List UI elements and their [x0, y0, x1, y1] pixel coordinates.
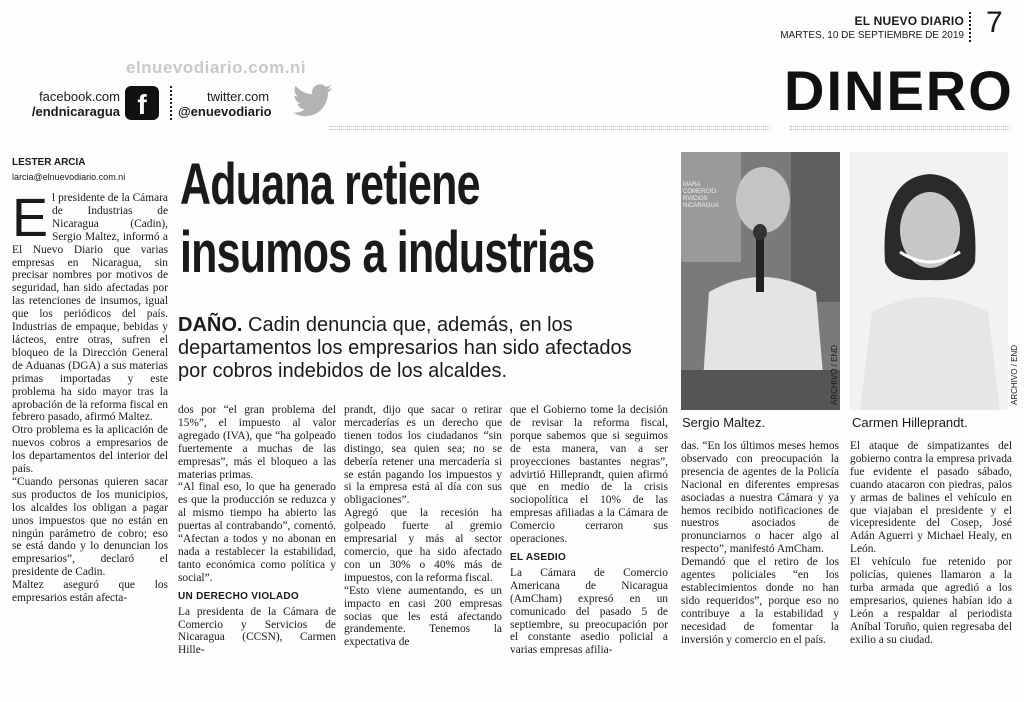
body-paragraph: El ataque de simpatizantes del gobierno contra la empresa privada fue evidente el pasado sábado, cuando atacaron con piedras, palos y armas de balines el vehículo en que viajaban el presidente y el vicepresidente del Cosep, José Adán Aguerri y Michael Healy, en León. [850, 440, 1012, 556]
author-name: LESTER ARCIA [12, 157, 86, 168]
photo-caption-right: Carmen Hilleprandt. [852, 415, 968, 430]
body-column-4 [510, 404, 668, 698]
website-url[interactable]: elnuevodiario.com.ni [126, 58, 307, 77]
twitter-handle[interactable]: @enuevodiario [178, 104, 272, 119]
headline-line-2: insumos a industrias [180, 220, 595, 285]
photo-sign-text: MARA COMERCIO RVICIOS NICARAGUA [683, 182, 719, 209]
section-title: DINERO [784, 59, 1014, 122]
photo-carmen-hilleprandt [850, 152, 1008, 410]
social-divider [170, 86, 172, 120]
body-paragraph: prandt, dijo que sacar o retirar mercaderías es un derecho que tienen todos los ciudadanos “sin distingo, sea quien sea; no se debería retener una mercadería si se están pagando los impuestos y si la empresa está al día con sus obligaciones”. [344, 404, 502, 507]
photo-sergio-maltez [681, 152, 840, 410]
paper-name: EL NUEVO DIARIO [854, 14, 964, 28]
body-column-5 [681, 440, 839, 698]
body-paragraph: La presidenta de la Cámara de Comercio y Servicios de Nicaragua (CCSN), Carmen Hille- [178, 605, 336, 657]
body-paragraph: das. “En los últimos meses hemos observado con preocupación la presencia de agentes de la Policía Nacional en diferentes empresas asociadas a nuestra Cámara y ya hemos recibido notificaciones de nuestros asociados de pronunciarnos o hacer algo al respecto”, manifestó AmCham. [681, 440, 839, 556]
body-paragraph: que el Gobierno tome la decisión de revisar la reforma fiscal, porque sabemos que si seguimos de esta manera, van a ser proyecciones bastantes negras”, advirtió Hilleprandt, quien afirmó que en medio de la crisis sociopolítica el 10% de las empresas afiliadas a la Cámara de Comercio cerraron sus operaciones. [510, 404, 668, 546]
facebook-label: facebook.com [39, 89, 120, 104]
body-paragraph: El vehículo fue retenido por policías, quienes llamaron a la turba armada que agredió a los empresarios, quienes habían ido a León a respaldar al periodista Aníbal Toruño, quien regresaba del exilio a su ciudad. [850, 556, 1012, 646]
twitter-label: twitter.com [207, 89, 270, 104]
photo-credit-left: ARCHIVO / END [830, 344, 839, 405]
body-column-3 [344, 404, 502, 698]
kicker-label: DAÑO. [178, 314, 243, 336]
body-paragraph: Demandó que el retiro de los agentes policiales “en los establecimientos donde no han sido requeridos”, porque eso no contribuye a la estabilidad y necesidad de fomentar la inversión y comercio en el país. [681, 556, 839, 646]
body-paragraph: “Esto viene aumentando, es un impacto en casi 200 empresas socias que les está afectando grandemente. Tenemos la expectativa de [344, 584, 502, 649]
facebook-handle[interactable]: /endnicaragua [31, 104, 120, 119]
body-column-1 [12, 192, 168, 698]
page-number: 7 [986, 6, 1003, 39]
drop-cap: E [12, 192, 49, 248]
photo-caption-left: Sergio Maltez. [682, 415, 766, 430]
kicker [178, 314, 666, 383]
body-paragraph: dos por “el gran problema del 15%”, el impuesto al valor agregado (IVA), que “ha golpeado fuertemente a muchas de las empresas”, más el bloqueo a las materias primas. [178, 404, 336, 481]
body-paragraph: Otro problema es la aplicación de nuevos cobros a empresarios de los departamentos del interior del país. [12, 424, 168, 476]
kicker-text: Cadin denuncia que, además, en los departamentos los empresarios han sido afectados por cobros indebidos de los alcaldes. [178, 314, 632, 382]
header-rule [330, 126, 770, 130]
facebook-icon[interactable]: f [125, 86, 159, 120]
body-paragraph: La Cámara de Comercio Americana de Nicaragua (AmCham) expresó en un comunicado del pasado 5 de septiembre, su preocupación por el constante asedio policial a varias empresas afilia- [510, 566, 668, 657]
body-paragraph: Agregó que la recesión ha golpeado fuerte al gremio empresarial y más al sector comercio, que ha sido afectado con un 30% o 40% más de impuestos, con la reforma fiscal. [344, 507, 502, 584]
body-paragraph: l presidente de la Cámara de Industrias de Nicaragua (Cadin), Sergio Maltez, informó a El Nuevo Diario que varias empresas en Nicaragua, sin precisar nombres por motivos de seguridad, han sido afectadas por las retenciones de insumos, igual que los periódicos del país. Industrias de empaque, bebidas y lácteos, entre otras, sufren el bloqueo de la Dirección General de Aduanas (DGA) a sus materias primas importadas y este problema ha sido mayor tras la aprobación de la reforma fiscal en febrero pasado, afirmó Maltez. [12, 192, 168, 424]
body-paragraph: “Al final eso, lo que ha generado es que la producción se reduzca y al mismo tiempo ha abierto las puertas al contrabando”, comentó. “Afectan a todos y no abonan en nada a restablecer la estabilidad, tanto económica como política y social”. [178, 481, 336, 584]
issue-date: MARTES, 10 DE SEPTIEMBRE DE 2019 [780, 30, 964, 41]
body-column-2 [178, 404, 336, 698]
body-column-6 [850, 440, 1012, 698]
body-paragraph: Maltez aseguró que los empresarios están afecta- [12, 579, 168, 605]
headline-line-1: Aduana retiene [180, 152, 480, 217]
body-paragraph: “Cuando personas quieren sacar sus productos de los municipios, los alcaldes los obligan a pagar unos impuestos que no están en ningún parámetro de cobro; eso se está dando y lo denuncian los empresarios”, declaró el presidente de Cadin. [12, 475, 168, 579]
twitter-bird-icon[interactable] [292, 82, 334, 118]
header-divider [969, 12, 971, 42]
subhead-derecho-violado: UN DERECHO VIOLADO [178, 590, 299, 602]
photo-credit-right: ARCHIVO / END [1010, 344, 1019, 405]
subhead-el-asedio: EL ASEDIO [510, 551, 567, 563]
author-email[interactable]: larcia@elnuevodiario.com.ni [12, 172, 126, 182]
section-underline [790, 126, 1010, 130]
